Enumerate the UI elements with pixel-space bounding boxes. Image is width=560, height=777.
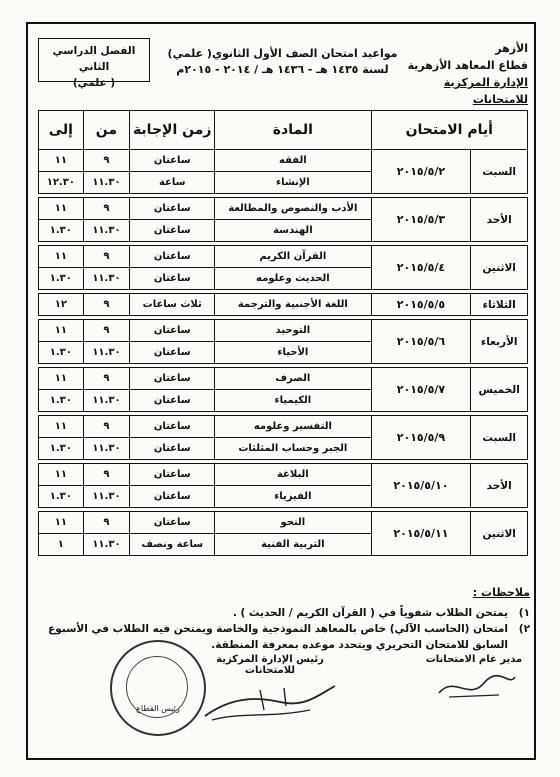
from-cell: ١١.٣٠ (83, 390, 130, 412)
from-cell: ٩ (83, 416, 130, 438)
from-cell: ٩ (83, 368, 130, 390)
from-cell: ٩ (83, 464, 130, 486)
from-cell: ٩ (83, 246, 130, 268)
to-cell: ١١ (39, 464, 84, 486)
day-cell: الأحد (471, 464, 528, 508)
header-duration: زمن الإجابة (130, 111, 215, 150)
from-cell: ٩ (83, 512, 130, 534)
from-cell: ٩ (83, 320, 130, 342)
from-cell: ٩ (83, 150, 130, 172)
table-row (39, 198, 528, 220)
duration-cell: ساعتان (130, 416, 215, 438)
table-row (39, 464, 528, 486)
date-cell: ٢٠١٥/٥/١١ (371, 512, 471, 556)
to-cell: ١.٣٠ (39, 342, 84, 364)
to-cell: ١.٣٠ (39, 268, 84, 290)
day-cell: الاثنين (471, 246, 528, 290)
day-cell: السبت (471, 150, 528, 194)
duration-cell: ساعة (130, 172, 215, 194)
subject-cell: الصرف (215, 368, 371, 390)
note-item (40, 605, 530, 621)
duration-cell: ساعتان (130, 198, 215, 220)
subject-cell: التفسير وعلومه (215, 416, 371, 438)
table-row (39, 368, 528, 390)
subject-cell: القرآن الكريم (215, 246, 371, 268)
table-row (39, 246, 528, 268)
table-header-row (39, 111, 528, 150)
table-row (39, 150, 528, 172)
duration-cell: ساعتان (130, 368, 215, 390)
subject-cell: الحديث وعلومه (215, 268, 371, 290)
date-cell: ٢٠١٥/٥/٧ (371, 368, 471, 412)
term-label: الفصل الدراسي الثاني (52, 45, 136, 73)
table-row (39, 416, 528, 438)
exams-director-signature (424, 654, 524, 708)
duration-cell: ساعتان (130, 246, 215, 268)
note-number: ٢) (518, 623, 530, 635)
day-cell: الاثنين (471, 512, 528, 556)
handwritten-signature-1 (429, 665, 519, 705)
institution-header (403, 40, 528, 108)
duration-cell: ساعتان (130, 320, 215, 342)
note-text: امتحان (الحاسب الآلي) خاص بالمعاهد النموذجية والخاصة ويمتحن فيه الطلاب في الأسبوع السابق للامتحان التحريري ويتحدد موعده بمعرفة المنطقة. (48, 623, 508, 651)
subject-cell: اللغة الأجنبية والترجمة (215, 294, 371, 316)
header-from: من (83, 111, 130, 150)
from-cell: ١١.٣٠ (83, 486, 130, 508)
duration-cell: ساعتان (130, 512, 215, 534)
subject-cell: الجبر وحساب المثلثات (215, 438, 371, 460)
header-line-azhar: الأزهر (495, 42, 528, 55)
day-cell: السبت (471, 416, 528, 460)
central-head-title: رئيس الإدارة المركزية للامتحانات (216, 654, 324, 676)
duration-cell: ساعتان (130, 464, 215, 486)
subject-cell: الأحياء (215, 342, 371, 364)
note-item (40, 621, 530, 653)
subject-cell: التوحيد (215, 320, 371, 342)
subject-cell: الفيزياء (215, 486, 371, 508)
to-cell: ١١ (39, 320, 84, 342)
to-cell: ١١ (39, 198, 84, 220)
subject-cell: الإنشاء (215, 172, 371, 194)
from-cell: ١١.٣٠ (83, 220, 130, 242)
table-row (39, 320, 528, 342)
duration-cell: ساعتان (130, 150, 215, 172)
from-cell: ٩ (83, 198, 130, 220)
handwritten-signature-2 (200, 676, 340, 726)
day-cell: الخميس (471, 368, 528, 412)
to-cell: ١٢ (39, 294, 84, 316)
date-cell: ٢٠١٥/٥/٣ (371, 198, 471, 242)
day-cell: الأربعاء (471, 320, 528, 364)
from-cell: ١١.٣٠ (83, 534, 130, 556)
to-cell: ١١ (39, 512, 84, 534)
to-cell: ١١ (39, 246, 84, 268)
duration-cell: ساعتان (130, 390, 215, 412)
date-cell: ٢٠١٥/٥/٦ (371, 320, 471, 364)
to-cell: ١.٣٠ (39, 486, 84, 508)
seal-text: رئيس القطاع (136, 704, 180, 713)
schedule-year: لسنة ١٤٣٥ هـ - ١٤٣٦ هـ / ٢٠١٤ - ٢٠١٥م (176, 63, 389, 76)
duration-cell: ساعتان (130, 486, 215, 508)
date-cell: ٢٠١٥/٥/٥ (371, 294, 471, 316)
note-text: يمتحن الطلاب شفوياً في ( القرآن الكريم / الحديث ) . (232, 607, 508, 619)
exams-director-title: مدير عام الامتحانات (425, 654, 523, 665)
header-subject: المادة (215, 111, 371, 150)
schedule-body (39, 150, 528, 556)
from-cell: ١١.٣٠ (83, 342, 130, 364)
duration-cell: ساعتان (130, 220, 215, 242)
date-cell: ٢٠١٥/٥/٢ (371, 150, 471, 194)
notes-section (40, 585, 530, 653)
day-cell: الثلاثاء (471, 294, 528, 316)
table-row (39, 294, 528, 316)
header-to: إلى (39, 111, 84, 150)
duration-cell: ثلاث ساعات (130, 294, 215, 316)
date-cell: ٢٠١٥/٥/١٠ (371, 464, 471, 508)
to-cell: ١.٣٠ (39, 390, 84, 412)
to-cell: ١.٣٠ (39, 438, 84, 460)
schedule-table (38, 110, 528, 556)
to-cell: ١٢.٣٠ (39, 172, 84, 194)
subject-cell: البلاغة (215, 464, 371, 486)
schedule-title-text: مواعيد امتحان الصف الأول الثانوي( علمي) (167, 47, 398, 60)
subject-cell: الكيمياء (215, 390, 371, 412)
duration-cell: ساعتان (130, 268, 215, 290)
header-days: أيام الامتحان (371, 111, 528, 150)
from-cell: ١١.٣٠ (83, 172, 130, 194)
header-line-sector: قطاع المعاهد الأزهرية (407, 59, 528, 72)
from-cell: ١١.٣٠ (83, 268, 130, 290)
notes-title: ملاحظات : (472, 586, 530, 599)
header-line-administration: الإدارة المركزية للامتحانات (443, 76, 528, 106)
branch-label: ( علمي) (72, 77, 116, 89)
date-cell: ٢٠١٥/٥/٩ (371, 416, 471, 460)
subject-cell: النحو (215, 512, 371, 534)
schedule-title (160, 46, 405, 78)
duration-cell: ساعتان (130, 342, 215, 364)
note-number: ١) (518, 607, 530, 619)
subject-cell: التربية الفنية (215, 534, 371, 556)
day-cell: الأحد (471, 198, 528, 242)
date-cell: ٢٠١٥/٥/٤ (371, 246, 471, 290)
from-cell: ١١.٣٠ (83, 438, 130, 460)
to-cell: ١١ (39, 416, 84, 438)
subject-cell: الأدب والنصوص والمطالعة (215, 198, 371, 220)
table-row (39, 512, 528, 534)
term-box (38, 38, 150, 89)
to-cell: ١١ (39, 150, 84, 172)
subject-cell: الفقه (215, 150, 371, 172)
duration-cell: ساعة ونصف (130, 534, 215, 556)
to-cell: ١١ (39, 368, 84, 390)
central-head-signature (195, 654, 345, 729)
to-cell: ١ (39, 534, 84, 556)
to-cell: ١.٣٠ (39, 220, 84, 242)
from-cell: ٩ (83, 294, 130, 316)
official-seal (110, 640, 206, 736)
duration-cell: ساعتان (130, 438, 215, 460)
subject-cell: الهندسة (215, 220, 371, 242)
